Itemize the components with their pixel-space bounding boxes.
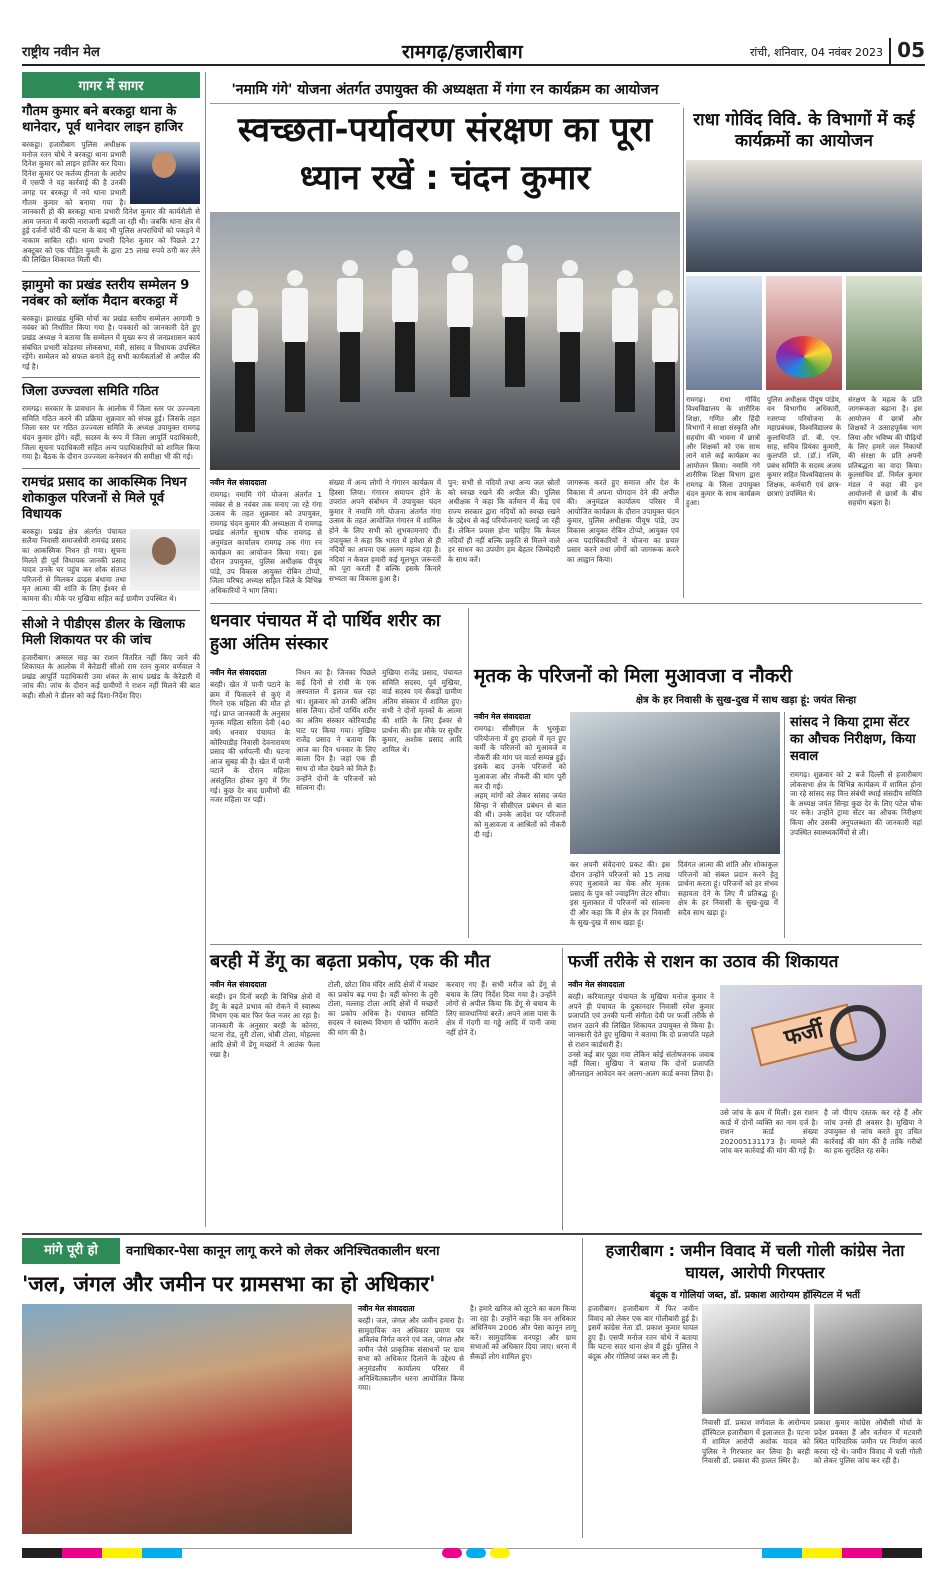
divider: [22, 377, 200, 378]
ration-headline: फर्जी तरीके से राशन का उठाव की शिकायत: [568, 952, 839, 972]
injured-leader-photo: [702, 1304, 810, 1414]
divider: [22, 271, 200, 272]
rgu-col-3: संरक्षण के महत्व के प्रति जागरूकता बढ़ाना है। इस आयोजन में छात्रों और शिक्षकों ने उत्साहपूर्वक भाग लिया और भविष्य की पीढ़ियों के लिए हमारे जल निकायों की संरक्षा के प्रति अपनी प्रतिबद्धता का वादा किया। कुलसचिव डॉ. निर्मल कुमार मंडल ने कहा की इन आयोजनों से छात्रों के बीच सहयोग बढ़ता है।: [848, 396, 922, 508]
dharna-col-1: नवीन मेल संवाददाता बरही। जल, जंगल और जमीन हमारा है। सामुदायिक वन अधिकार प्रमाण पत्र अविलंब निर्गत करने एवं जल, जंगल और जमीन जैसे प्राकृतिक संसाधनों पर ग्राम सभा को अधिकार दिलाने के उद्देश्य से अनुमंडलीय कार्यालय परिसर में अनिश्चितकालीन धरना आयोजित किया गया।: [358, 1304, 464, 1393]
main-col-2: संख्या में अन्य लोगों ने गंगारन कार्यक्रम में हिस्सा लिया। गंगारन समापन होने के उपरांत अपने संबोधन में उपायुक्त चंदन कुमार ने नमामि गंगे योजना अंतर्गत गंगा उत्सव के तहत आयोजित गंगारन में शामिल होने के लिए सभी को शुभकामनाएं दी। उपायुक्त ने कहा कि भारत में हमेशा से ही नदियों का अपना एक अलग महत्व रहा है। नदियां न केवल हमारी कई मूलभूत जरूरतों को पूरा करती हैं बल्कि इसके किनारे सभ्यता का विकास हुआ है।: [329, 478, 441, 583]
main-col-3: पुन: सभी से नदियों तथा अन्य जल स्रोतों को स्वच्छ रखने की अपील की। पुलिस अधीक्षक ने कहा कि वर्तमान में केंद्र एवं राज्य सरकार द्वारा नदियों को स्वच्छ रखने के उद्देश्य से कई परियोजनाएं चलाई जा रही हैं। लेकिन प्रयास होना चाहिए कि केवल नदियों ही नहीं बल्कि प्रकृति से मिलने वाले हर साधन का उपयोग हम बेहतर जिम्मेदारी के साथ करें।: [448, 478, 560, 564]
dharna-headline: 'जल, जंगल और जमीन पर ग्रामसभा का हो अधिकार': [22, 1272, 436, 1296]
main-col-4: जागरूक करते हुए समाज और देश के विकास में अपना योगदान देने की अपील की। अनुमंडल कार्यालय परिसर में आयोजित कार्यक्रम के दौरान उपायुक्त चंदन कुमार, पुलिस अधीक्षक पीयूष पांडे, उप विकास आयुक्त रोबिन टोप्पो, आयुक्त एवं अन्य पदाधिकारियों ने योजना का प्रचार प्रसार करने तथा लोगों को जागरूक करने का आह्वान किया।: [567, 478, 679, 564]
section-tag: गागर में सागर: [22, 72, 200, 98]
registration-dot-magenta: [442, 1548, 462, 1558]
registration-magenta: [62, 1548, 102, 1558]
byline: नवीन मेल संवाददाता: [358, 1304, 415, 1313]
compensation-headline: मृतक के परिजनों को मिला मुआवजा व नौकरी: [474, 665, 793, 687]
page-number: 05: [897, 38, 925, 62]
byline: नवीन मेल संवाददाता: [568, 980, 625, 989]
participant-figure: [610, 270, 640, 460]
dengue-col-1: नवीन मेल संवाददाता बरही। इन दिनों बरही के विभिन्न क्षेत्रों में डेंगू के बढ़ते प्रभाव को रोकने में स्वास्थ्य विभाग एक बार फिर फेल नजर आ रहा है। जानकारी के अनुसार बरही के कोनरा, पटना रोड, तुरी टोला, धोबी टोला, मोहल्ला आदि क्षेत्रों में डेंगू मच्छरों ने आतंक फैला रखा है।: [210, 980, 320, 1059]
story-ujjwala-headline: जिला उज्ज्वला समिति गठित: [22, 384, 159, 400]
participant-figure: [650, 290, 680, 460]
column-rule: [562, 948, 563, 1230]
column-rule: [468, 608, 469, 938]
demand-tag: मांगे पूरी हो: [22, 1238, 120, 1264]
trauma-body: रामगढ़। शुक्रवार को 2 बजे दिल्ली से हजारीबाग लोकसभा क्षेत्र के विभिन्न कार्यक्रम में शामिल होना जा रहे सांसद सह वित्त संबंधी स्थाई संसदीय समिति के अध्यक्ष जयंत सिन्हा कुछ देर के लिए पटेल चौक पर रुके। उन्होंने ट्रामा सेंटर का औचक निरीक्षण किया और उसकी अनुपलब्धता की जानकारी वहां उपस्थित स्वास्थ्यकर्मियों से ली।: [790, 770, 922, 837]
magnifier-icon: [830, 1005, 886, 1061]
rgu-event-photo-2: [846, 276, 922, 390]
page-number-divider: [889, 38, 891, 64]
deceased-portrait-photo: [130, 529, 200, 591]
compensation-subhead: क्षेत्र के हर निवासी के सुख-दुख में साथ खड़ा हूं: जयंत सिन्हा: [635, 695, 857, 706]
column-rule: [784, 712, 785, 938]
main-col-1: नवीन मेल संवाददाता रामगढ़। नमामि गंगे योजना अंतर्गत 1 नवंबर से 8 नवंबर तक मनाए जा रहे गंगा उत्सव के तहत शुक्रवार को उपायुक्त, रामगढ़ चंदन कुमार की अध्यक्षता में रामगढ़ प्रखंड अंतर्गत सुभाष चौक रामगढ़ से अनुमंडल कार्यालय रामगढ़ तक गंगा रन कार्यक्रम का आयोजन किया गया। इस दौरान उपायुक्त, पुलिस अधीक्षक पीयूष पांडे, उप विकास आयुक्त रोबिन टोप्पो, जिला परिषद अध्यक्ष सहित जिले के विभिन्न अधिकारियों ने भाग लिया।: [210, 478, 322, 595]
dharna-col-2: है। हमारे खनिज को लूटने का काम किया जा रहा है। उन्होंने कहा कि वन अधिकार अधिनियम 2006 और पेसा कानून लागू करें। सामुदायिक वनपट्टा और ग्राम सभाओं को अधिकार दिया जाए। धरना में सैकड़ों लोग शामिल हुए।: [470, 1304, 576, 1361]
shooting-col-2: निवासी डॉ. प्रकाश वर्णवाल के आरोग्यम हॉस्पिटल हजारीबाग में इलाजरत हैं। पटना में शामिल आरोपी अशोक यादव को पुलिस ने गिरफ्तार कर लिया है। बरही निवासी डॉ. प्रकाश की हालत स्थिर है।: [702, 1418, 810, 1466]
main-headline: स्वच्छता-पर्यावरण संरक्षण का पूरा ध्यान रखें : चंदन कुमार: [237, 110, 653, 198]
registration-magenta-right: [842, 1548, 882, 1558]
participant-figure: [555, 260, 585, 460]
rgu-event-photo-1: [686, 276, 762, 390]
column-rule: [683, 108, 684, 598]
edition-title: रामगढ़/हजारीबाग: [402, 41, 523, 63]
byline: नवीन मेल संवाददाता: [210, 478, 267, 487]
dhanwar-col-1: नवीन मेल संवाददाता बरही। खेत में पानी पटाने के क्रम में फिसलने से कुएं में गिरने एक महिला की मौत हो गई। प्राप्त जानकारी के अनुसार मृतक महिला सरिता देवी (40 वर्ष) धनवार पंचायत के कोरियाडीह निवासी देवनारायण प्रसाद की धर्मपत्नी थी। घटना आज सुबह की है। खेत में पानी पटाने के दौरान महिला असंतुलित होकर कुएं में गिर गई। कुछ देर बाद ग्रामीणों की नजर महिला पर पड़ी।: [210, 668, 290, 805]
registration-black: [22, 1548, 62, 1558]
rangoli-decoration: [776, 336, 832, 378]
story-pds-body: हजारीबाग। अमरल माह का राशन वितरित नहीं किए जाने की शिकायत के आलोक में केरेडारी सीओ राम रतन कुमार वर्णवाल ने प्रखंड आपूर्ति पदाधिकारी उमा शंकर के साथ प्रखंड के केरेडारी में जांच की। जांच के दौरान कई ग्रामीणों ने राशन नहीं मिलने की बात कही। सीओ ने डीलर को कई दिशा-निर्देश दिए।: [22, 652, 200, 700]
dhanwar-col-2: निधन का है। जिनका पिछले कई दिनों से रांची के एक अस्पताल में इलाज चल रहा था। शुक्रवार को उनकी अंतिम सांस लिया। दोनों पार्थिव शरीर का अंतिम संस्कार कोरियाडीह घाट पर किया गया। मुखिया राजेंद्र प्रसाद ने बताया कि आज का दिन धनवार के लिए काला दिन है। जहां एक ही साथ दो मौत देखने को मिले हैं। उन्होंने दोनों के परिजनों को सांत्वना दी।: [296, 668, 376, 793]
dhanwar-headline: धनवार पंचायत में दो पार्थिव शरीर का हुआ अंतिम संस्कार: [210, 611, 441, 654]
rgu-headline: राधा गोविंद विवि. के विभागों में कई कार्यक्रमों का आयोजन: [693, 110, 915, 151]
byline: नवीन मेल संवाददाता: [210, 668, 267, 677]
ration-col-3: उसे जांच के क्रम में मिली। इस राशन कार्ड में दोनों व्यक्ति का नाम दर्ज है। राशन कार्ड संख्या 202005131173 है। मामले की जांच कर कार्रवाई की मांग की गई है।: [720, 1108, 818, 1156]
left-column: [22, 72, 200, 701]
byline: नवीन मेल संवाददाता: [474, 712, 531, 721]
dengue-headline: बरही में डेंगू का बढ़ता प्रकोप, एक की मौत: [210, 951, 491, 972]
accused-photo: [814, 1304, 922, 1414]
story-jmm-body: बरकट्ठा। झारखंड मुक्ति मोर्चा का प्रखंड स्तरीय सम्मेलन आगामी 9 नवंबर को निर्धारित किया गया है। पत्रकारों को जानकारी देते हुए प्रखंड अध्यक्ष ने बताया कि सम्मेलन में मुख्य रूप से जनप्रशासन कार्य संबंधित प्रभारी कोडरमा लोकसभा, मंत्री, सांसद व विधायक उपस्थित रहेंगे। सम्मेलन को सफल बनाने हेतु सभी कार्यकर्ताओं से अपील की गई है।: [22, 313, 200, 371]
police-officer-photo: [130, 142, 200, 204]
registration-yellow-right: [802, 1548, 842, 1558]
shooting-subhead: बंदूक व गोलियां जब्त, डॉ. प्रकाश आरोग्यम हॉस्पिटल में भर्ती: [649, 1290, 861, 1301]
story-ujjwala-body: रामगढ़। सरकार के प्रावधान के आलोक में जिला स्तर पर उज्ज्वला समिति गठित करने की प्रक्रिया शुक्रवार को संपन्न हुई। जिसके तहत जिला स्तर पर गठित उज्ज्वला समिति के अध्यक्ष उपायुक्त रामगढ़ चंदन कुमार होंगे। वहीं, सदस्य के रूप में जिला आपूर्ति पदाधिकारी, जिला सूचना पदाधिकारी सहित अन्य पदाधिकारियों को शामिल किया गया है। बैठक के दौरान उज्ज्वला कनेक्शन की समीक्षा भी की गई।: [22, 404, 200, 462]
story-jmm-headline: झामुमो का प्रखंड स्तरीय सम्मेलन 9 नवंबर को ब्लॉक मैदान बरकट्ठा में: [22, 277, 190, 309]
fake-ration-illustration: [720, 985, 922, 1103]
section-rule: [210, 944, 922, 945]
dharna-kicker: वनाधिकार-पेसा कानून लागू करने को लेकर अनिश्चितकालीन धरना: [126, 1244, 440, 1259]
registration-dot-cyan: [466, 1548, 486, 1558]
paper-name: राष्ट्रीय नवीन मेल: [22, 45, 100, 60]
byline: नवीन मेल संवाददाता: [210, 980, 267, 989]
registration-yellow: [102, 1548, 142, 1558]
registration-black-right: [882, 1548, 922, 1558]
compensation-col-1: नवीन मेल संवाददाता रामगढ़। सीसीएल के भुरकुंडा परियोजना में हुए हादसे में मृत हुए कर्मी के परिजनों को मुआवजे व नौकरी की मांग पर वार्ता सम्पन्न हुई। इसके बाद उनके परिजनों को मुआवजा और नौकरी की मांग पूरी कर दी गई। अहम् मांगों को लेकर सांसद जयंत सिन्हा ने सीसीएल प्रबंधन से बात की थी। उनके आदेश पर परिजनों को मुआवजा व आश्रितों को नौकरी दी गई।: [474, 712, 566, 839]
participant-figure: [335, 260, 365, 460]
compensation-photo: [570, 712, 780, 854]
shooting-col-3: प्रकाश कुमार कांग्रेस ओबीसी मोर्चा के प्रदेश प्रवक्ता हैं और वर्तमान में मटवारी स्थित पारिवारिक जमीन पर निर्माण कार्य करवा रहे थे। जमीन विवाद में चली गोली को लेकर पुलिस जांच कर रही है।: [814, 1418, 922, 1466]
compensation-col-3: कर अपनी संवेदनाएं प्रकट की। इस दौरान उन्होंने परिजनों को 15 लाख रुपए मुआवजे का चेक और मृतक प्रसाद के पुत्र को ज्वाइनिंग लेटर सौंपा। इस मुलाकात में परिजनों को सांत्वना दी और कहा कि मैं क्षेत्र के हर निवासी के सुख-दुख में साथ खड़ा हूं।: [570, 860, 670, 927]
rgu-rangoli-photo: [766, 276, 842, 390]
dengue-col-3: करवाए गए हैं। सभी मरीज को डेंगू से बचाव के लिए निर्देश दिया गया है। उन्होंने लोगों से अपील किया कि डेंगू से बचाव के लिए सावधानियां बरतें। अपने आस पास के क्षेत्र में गंदगी या गड्ढे आदि में पानी जमा नहीं होने दें।: [446, 980, 556, 1037]
masthead: [22, 38, 925, 66]
column-rule: [582, 1238, 583, 1538]
participant-figure: [230, 290, 260, 460]
fake-stamp-label: फर्जी: [751, 1003, 858, 1066]
registration-dot-yellow: [490, 1548, 510, 1558]
story-pds-headline: सीओ ने पीडीएस डीलर के खिलाफ मिली शिकायत पर की जांच: [22, 616, 185, 648]
rgu-group-photo: [686, 160, 922, 272]
section-rule: [22, 1233, 922, 1235]
ration-col-4: है जो पीएच दस्तक कर रहे हैं और जांच उनसे ही अवसर है। मुखिया ने उपायुक्त से जांच करते हुए उचित कार्रवाई की मांग की है ताकि गरीबों का हक सुरक्षित रह सके।: [824, 1108, 922, 1156]
participant-figure: [445, 255, 475, 460]
rgu-col-2: पुलिस अधीक्षक पीयूष पांडेय, वन विभागीय अधिकारी, रजरप्पा परियोजना के महाप्रबंधक, विश्वविद्यालय के कुलाधिपति डॉ. बी. एन. साह, सचिव प्रियंका कुमारी, कुलपति प्रो. (डॉ.) रश्मि, प्रबंध समिति के सदस्य अजय कुमार सहित विश्वविद्यालय के शिक्षक, कर्मचारी एवं छात्र-छात्राएं उपस्थित थे।: [767, 396, 841, 499]
participant-figure: [280, 270, 310, 460]
shooting-col-1: हजारीबाग। हजारीबाग में फिर जमीन विवाद को लेकर एक बार गोलीबारी हुई है। इसमें कांग्रेस नेता डॉ. प्रकाश कुमार घायल हुए हैं। एसपी मनोज रतन चोथे ने बताया कि घटना सदर थाना क्षेत्र में हुई। पुलिस ने बंदूक और गोलियां जब्त कर ली हैं।: [588, 1304, 698, 1361]
shooting-headline: हजारीबाग : जमीन विवाद में चली गोली कांग्रेस नेता घायल, आरोपी गिरफ्तार: [605, 1241, 905, 1282]
registration-cyan-right: [762, 1548, 802, 1558]
section-rule: [210, 603, 922, 604]
participant-figure: [390, 250, 420, 460]
dateline: रांची, शनिवार, 04 नवंबर 2023: [749, 46, 883, 59]
story-gautam-body: बरकट्ठा। हजारीबाग पुलिस अधीक्षक मनोज रतन चोथे ने बरकट्ठा थाना प्रभारी दिनेश कुमार को लाइन हाजिर कर दिया। दिनेश कुमार पर कर्तव्य हीनता के आरोप में एसपी ने यह कार्रवाई की है उनकी जगह पर बरकट्ठा में नये थाना प्रभारी गौतम कुमार को बनाया गया है। जानकारी हो की बरकट्ठा थाना प्रभारी दिनेश कुमार की कार्यशैली से आम जनता में काफी नाराजगी बढ़ती जा रही थी। जबकि थाना क्षेत्र में हुई दर्जनों चोरी की घटना के बाद भी पुलिस अपराधियों को पकड़ने में नाकाम साबित रही। थाना प्रभारी दिनेश कुमार को पिछले 27 अक्टूबर को एक पीड़ित युवती के द्वारा 25 लाख रुपये ठगी कर लेने की लिखित शिकायत मिली थी।: [22, 140, 200, 265]
column-rule: [205, 72, 206, 1227]
trauma-headline: सांसद ने किया ट्रामा सेंटर का औचक निरीक्षण, किया सवाल: [790, 715, 916, 764]
story-ramchandra-body: बरकट्ठा। प्रखंड क्षेत्र अंतर्गत पंचायत सलैया निवासी समाजसेवी रामचंद्र प्रसाद का आकस्मिक निधन हो गया। सूचना मिलते ही पूर्व विधायक जानकी प्रसाद यादव उनके घर पहुंच कर शोक संतप्त परिजनों से मिलकर ढाढ़स बंधाया तथा मृत आत्मा की शांति के लिए ईश्वर से कामना की। मौके पर मुखिया सहित कई ग्रामीण उपस्थित थे।: [22, 526, 177, 603]
ration-col-1: नवीन मेल संवाददाता बरही। करियातपुर पंचायत के मुखिया मनोज कुमार ने अपने ही पंचायत के दुकानदार निवासी रमेश कुमार प्रजापति एवं उनकी पत्नी संगीता देवी पर फर्जी तरीके से राशन उठाने की लिखित शिकायत उपायुक्त से किया है। जानकारी देते हुए मुखिया ने बताया कि दो प्रजापति पहले से राशन कार्डधारी हैं। उनसे कई बार पूछा गया लेकिन कोई संतोषजनक जवाब नहीं मिला। मुखिया ने बताया कि दोनों प्रजापति ऑनलाइन आवेदन कर अलग-अलग कार्ड बनवा लिया है।: [568, 980, 714, 1078]
story-ramchandra-headline: रामचंद्र प्रसाद का आकस्मिक निधन शोकाकुल परिजनों से मिले पूर्व विधायक: [22, 474, 187, 522]
divider: [22, 468, 200, 469]
divider: [22, 610, 200, 611]
dhanwar-col-3: मुखिया राजेंद्र प्रसाद, पंचायत समिति सदस्य, पूर्व मुखिया, वार्ड सदस्य एवं सैकड़ों ग्रामीण अंतिम संस्कार में शामिल हुए। सभी ने दोनों मृतकों के आत्मा की शांति के लिए ईश्वर से प्रार्थना की। इस मौके पर सुधीर कुमार, अशोक प्रसाद आदि शामिल थे।: [382, 668, 462, 754]
registration-cyan: [142, 1548, 182, 1558]
dharna-crowd-photo: [22, 1304, 352, 1534]
dengue-col-2: टोली, छोटा शिव मंदिर आदि क्षेत्रों में मच्छर का प्रकोप बढ़ गया है। वहीं कोनरा के तुरी टोला, मल्लाह टोला आदि क्षेत्रों में मच्छरों का प्रकोप अधिक है। पंचायत समिति सदस्य ने स्वास्थ्य विभाग से फॉगिंग कराने की मांग की है।: [328, 980, 438, 1037]
rgu-col-1: रामगढ़। राधा गोविंद विश्वविद्यालय के शारीरिक शिक्षा, गणित और हिंदी विभागों ने साक्षा संस्कृति और सहयोग की भावना में छात्रों और शिक्षकों को एक साथ लाने वाले कई कार्यक्रम का आयोजन किया। नमामि गंगे शारीरिक शिक्षा विभाग द्वारा रामगढ़ के जिला उपायुक्त चंदन कुमार के साथ कार्यक्रम हुआ।: [686, 396, 760, 508]
main-kicker: 'नमामि गंगे' योजना अंतर्गत उपायुक्त की अध्यक्षता में गंगा रन कार्यक्रम का आयोजन: [210, 80, 680, 104]
story-gautam-headline: गौतम कुमार बने बरकट्ठा थाना के थानेदार, पूर्व थानेदार लाइन हाजिर: [22, 104, 183, 135]
ganga-run-photo: [210, 212, 680, 470]
participant-figure: [500, 245, 530, 460]
compensation-col-4: दिवंगत आत्मा की शांति और शोकाकुल परिजनों को संबल प्रदान करने हेतु प्रार्थना करता हूं। परिजनों को हर संभव सहायता देने के लिए मैं प्रतिबद्ध हूं। क्षेत्र के हर निवासी के सुख-दुख में सदैव साथ खड़ा हूं।: [678, 860, 778, 917]
